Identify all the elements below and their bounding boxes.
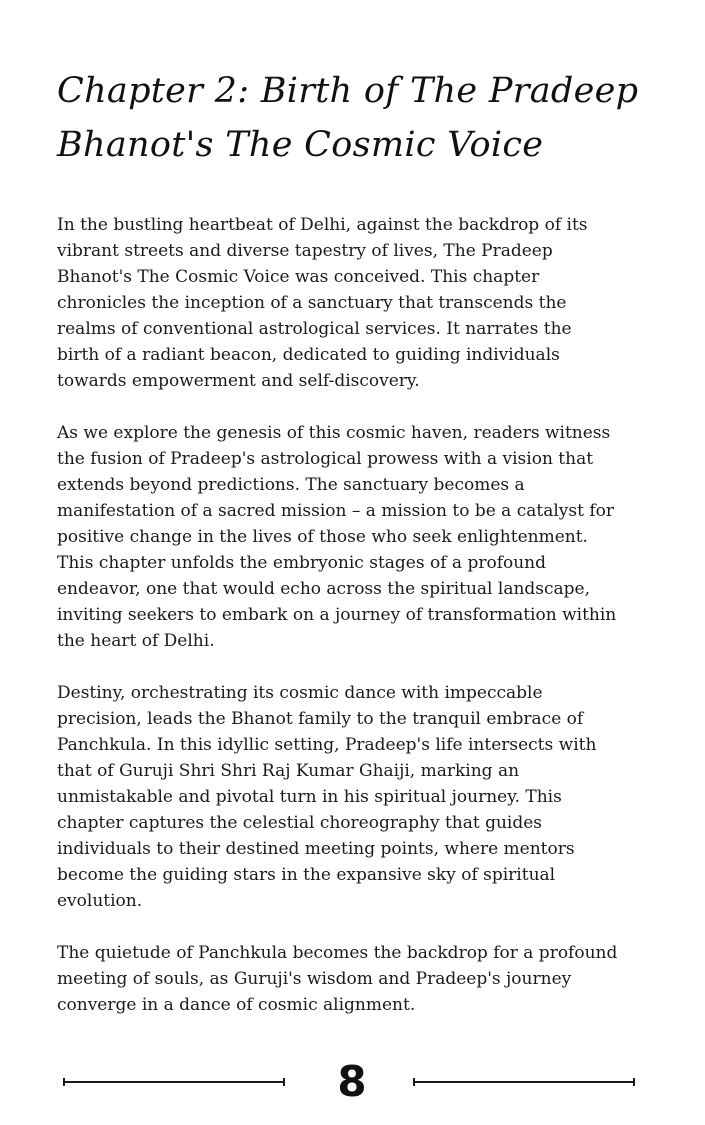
paragraph-4: The quietude of Panchkula becomes the backdrop for a profound meeting of souls, as Guruji's wisdom and Pradeep's journey converge in a dance of cosmic alignment. — [57, 943, 618, 1015]
footer-rule-left — [63, 1081, 285, 1083]
chapter-title: Chapter 2: Birth of The Pradeep Bhanot's The Cosmic Voice — [57, 71, 639, 165]
paragraph-1: In the bustling heartbeat of Delhi, against the backdrop of its vibrant streets and diverse tapestry of lives, The Pradeep Bhanot's The Cosmic Voice was conceived. This chapter chronicles the inception of a sanctuary that transcends the realms of conventional astrological services. It narrates the birth of a radiant beacon, dedicated to guiding individuals towards empowerment and self-discovery. — [57, 215, 588, 391]
paragraph-3: Destiny, orchestrating its cosmic dance with impeccable precision, leads the Bhanot family to the tranquil embrace of Panchkula. In this idyllic setting, Pradeep's life intersects with that of Guruji Shri Shri Raj Kumar Ghaiji, marking an unmistakable and pivotal turn in his spiritual journey. This chapter captures the celestial choreography that guides individuals to their destined meeting points, where mentors become the guiding stars in the expansive sky of spiritual evolution. — [57, 683, 597, 911]
chapter-body — [57, 212, 657, 1044]
footer-rule-right — [413, 1081, 635, 1083]
page-footer — [0, 1055, 705, 1109]
paragraph-2: As we explore the genesis of this cosmic haven, readers witness the fusion of Pradeep's astrological prowess with a vision that extends beyond predictions. The sanctuary becomes a manifestation of a sacred mission – a mission to be a catalyst for positive change in the lives of those who seek enlightenment. This chapter unfolds the embryonic stages of a profound endeavor, one that would echo across the spiritual landscape, inviting seekers to embark on a journey of transformation within the heart of Delhi. — [57, 423, 617, 651]
page-number: 8 — [337, 1057, 367, 1106]
